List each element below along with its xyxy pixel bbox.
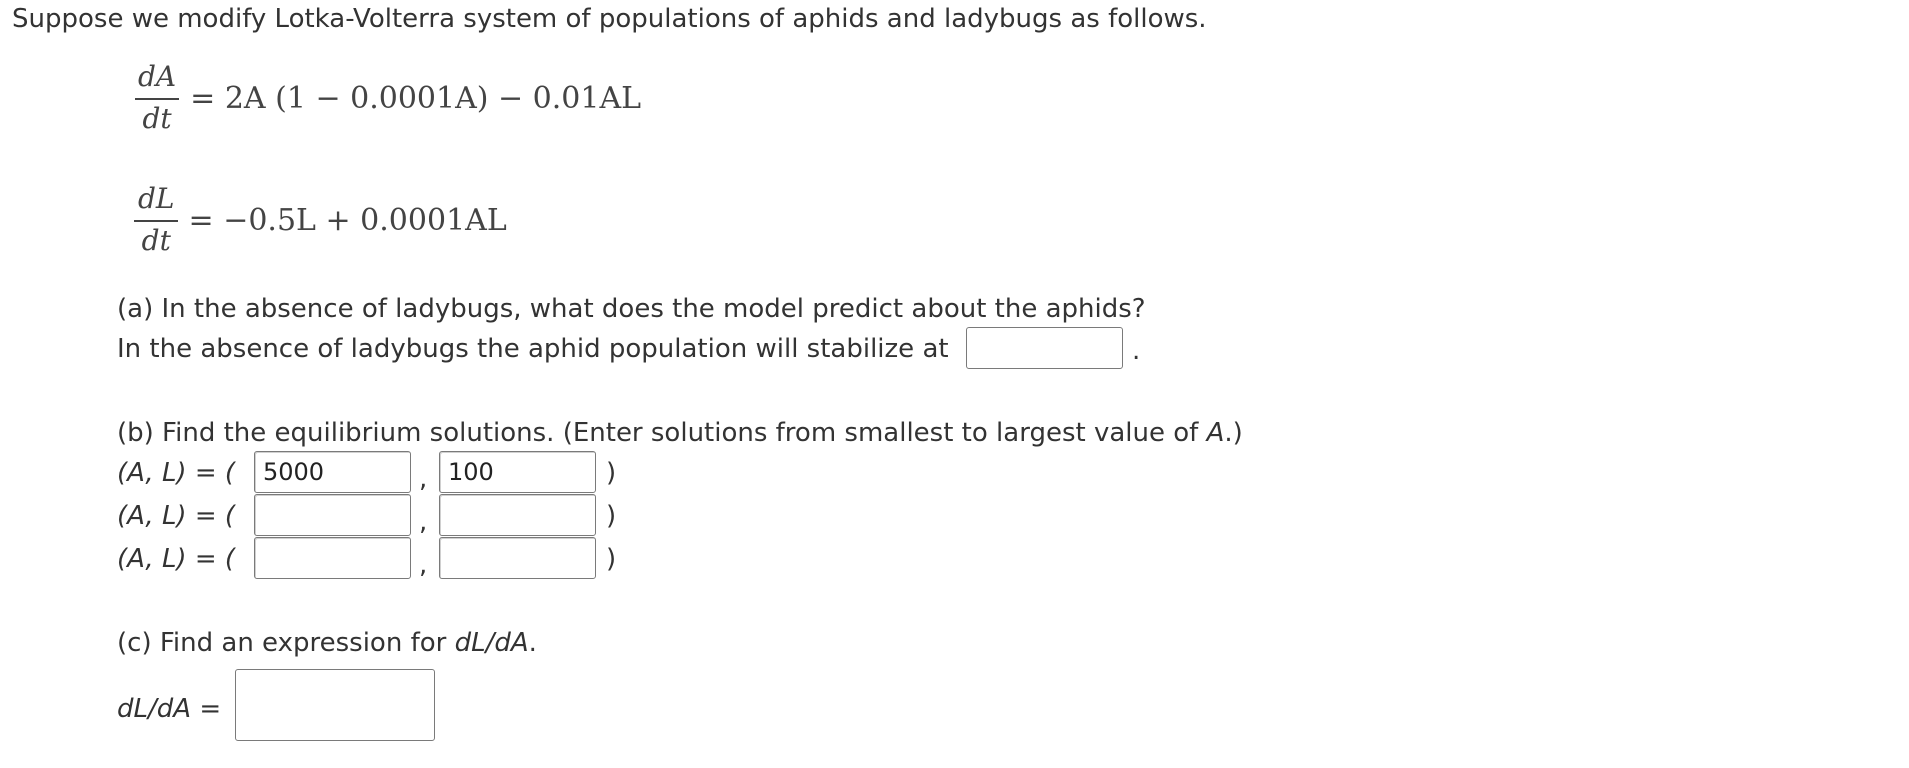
equilibrium-row-label: (A, L) = ( (117, 544, 236, 574)
equation-dl-dt (134, 182, 507, 258)
equilibrium-a-input[interactable] (254, 494, 411, 536)
equilibrium-row-label: (A, L) = ( (117, 501, 236, 531)
part-b-question-end: .) (1224, 418, 1243, 448)
equation-da-dt (134, 60, 641, 136)
part-c-question-end: . (528, 628, 537, 658)
fraction-bar (135, 98, 179, 100)
part-c-question-text: (c) Find an expression for (117, 628, 455, 658)
equilibrium-l-input[interactable] (439, 451, 596, 493)
close-paren: ) (606, 501, 617, 531)
equilibrium-a-input[interactable] (254, 451, 411, 493)
part-c-question-variable: dL/dA (454, 628, 529, 658)
comma-separator: , (419, 464, 428, 494)
part-b-question-text: (b) Find the equilibrium solutions. (Enter solutions from smallest to largest value of (117, 418, 1207, 448)
part-a-period: . (1132, 336, 1141, 366)
part-b-question (117, 416, 1243, 450)
part-c-answer-variable: dL/dA (117, 694, 192, 724)
part-b-question-variable: A (1206, 418, 1225, 448)
fraction-denominator: dt (141, 224, 171, 257)
part-c-answer-label (117, 692, 221, 726)
equilibrium-l-input[interactable] (439, 494, 596, 536)
equation-rhs: = −0.5L + 0.0001AL (188, 202, 507, 238)
part-a-question: (a) In the absence of ladybugs, what does the model predict about the aphids? (117, 294, 1146, 324)
equation-rhs: = 2A (1 − 0.0001A) − 0.01AL (190, 80, 642, 116)
equilibrium-row-label: (A, L) = ( (117, 458, 236, 488)
comma-separator: , (419, 507, 428, 537)
fraction-dl-dt (134, 182, 179, 258)
fraction-numerator: dL (138, 182, 175, 215)
problem-intro: Suppose we modify Lotka-Volterra system of populations of aphids and ladybugs as follows. (12, 4, 1207, 34)
fraction-denominator: dt (142, 102, 172, 135)
fraction-numerator: dA (138, 60, 177, 93)
equilibrium-a-input[interactable] (254, 537, 411, 579)
part-a-answer-prefix: In the absence of ladybugs the aphid population will stabilize at (117, 334, 949, 364)
part-a-answer-input[interactable] (966, 327, 1123, 369)
comma-separator: , (419, 550, 428, 580)
fraction-bar (134, 220, 178, 222)
equilibrium-l-input[interactable] (439, 537, 596, 579)
fraction-da-dt (134, 60, 180, 136)
part-c-equals: = (199, 694, 222, 724)
part-c-answer-input[interactable] (235, 669, 435, 741)
close-paren: ) (606, 544, 617, 574)
part-c-question (117, 626, 537, 660)
close-paren: ) (606, 458, 617, 488)
